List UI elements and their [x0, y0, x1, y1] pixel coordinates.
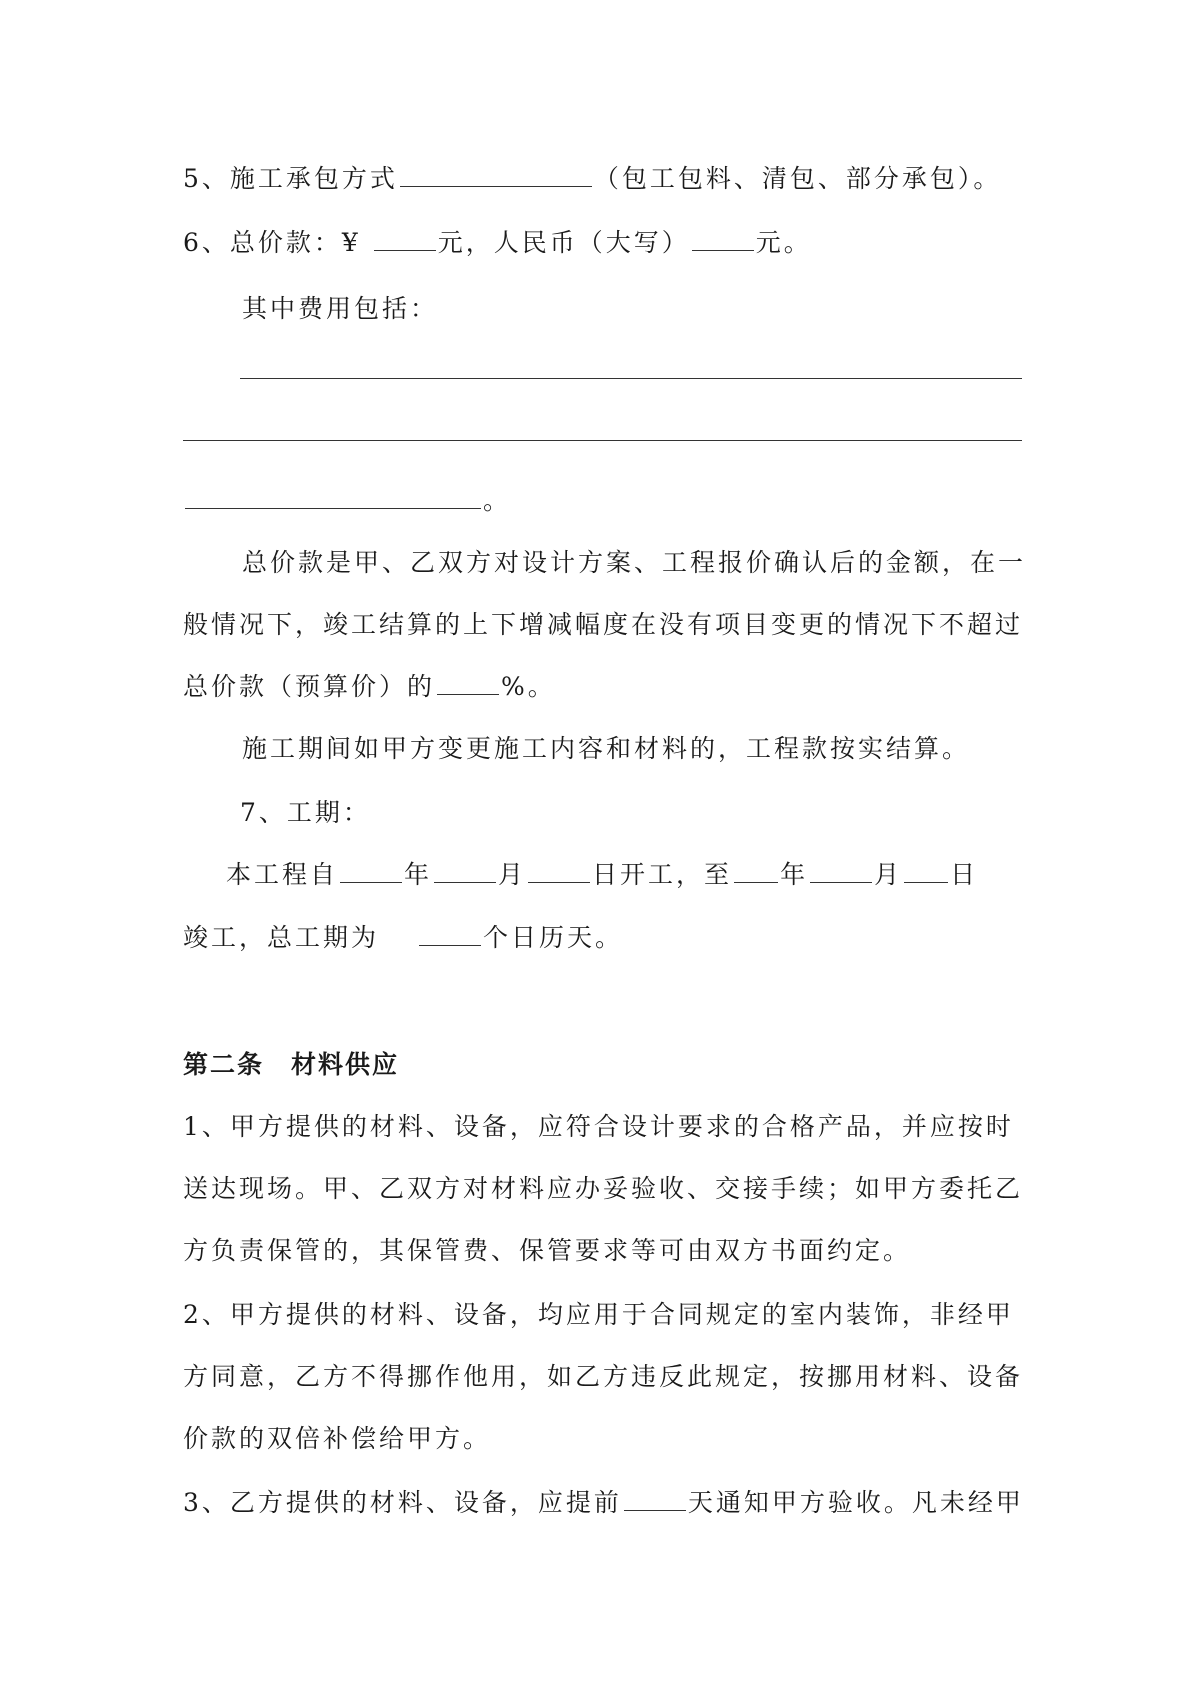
total-amount-uppercase-blank[interactable] [692, 228, 754, 251]
article-2-item-2-line-1: 2、甲方提供的材料、设备，均应用于合同规定的室内装饰，非经甲 [183, 1300, 1014, 1329]
total-days-blank[interactable] [419, 923, 481, 946]
article-2-item-1-line-3: 方负责保管的，其保管费、保管要求等可由双方书面约定。 [183, 1236, 912, 1265]
total-paragraph-line-3b: %。 [501, 672, 556, 701]
article-2-item-3-line-1 [183, 1486, 1024, 1520]
article-2-item-2-line-2: 方同意，乙方不得挪作他用，如乙方违反此规定，按挪用材料、设备 [183, 1362, 1024, 1391]
clause-5 [183, 162, 1001, 196]
period-day2-label: 日 [950, 860, 979, 889]
period-month-label: 月 [498, 860, 527, 889]
start-year-blank[interactable] [340, 860, 402, 883]
period-line-2 [183, 921, 623, 955]
fees-line-3 [183, 484, 511, 518]
notice-days-blank[interactable] [624, 1488, 686, 1511]
clause-6-suffix: 元。 [755, 228, 812, 257]
article-2-item-1-line-2: 送达现场。甲、乙双方对材料应办妥验收、交接手续；如甲方委托乙 [183, 1174, 1024, 1203]
article-2-item-1-line-1: 1、甲方提供的材料、设备，应符合设计要求的合格产品，并应按时 [183, 1112, 1014, 1141]
change-note: 施工期间如甲方变更施工内容和材料的，工程款按实结算。 [242, 734, 971, 763]
period-line-2b: 个日历天。 [483, 923, 624, 952]
clause-6-mid: 元，人民币（大写） [437, 228, 690, 257]
fees-blank-line-2[interactable] [183, 440, 1022, 441]
period-start-prefix: 本工程自 [226, 860, 339, 889]
period-line-1 [226, 858, 978, 892]
article-2-item-3a: 3、乙方提供的材料、设备，应提前 [183, 1488, 622, 1517]
end-year-blank[interactable] [734, 860, 778, 883]
fees-blank-line-3[interactable] [185, 486, 481, 509]
clause-5-suffix: （包工包料、清包、部分承包）。 [593, 164, 1002, 193]
total-paragraph-line-3a: 总价款（预算价）的 [183, 672, 436, 701]
start-month-blank[interactable] [434, 860, 496, 883]
period-month2-label: 月 [874, 860, 903, 889]
period-start-suffix: 日开工，至 [592, 860, 733, 889]
start-day-blank[interactable] [528, 860, 590, 883]
fees-end: 。 [483, 486, 512, 515]
period-line-2a: 竣工，总工期为 [183, 923, 380, 952]
fees-blank-line-1[interactable] [240, 378, 1022, 379]
period-year2-label: 年 [780, 860, 809, 889]
total-paragraph-line-3 [183, 670, 556, 704]
contract-mode-blank[interactable] [400, 164, 592, 187]
article-2-item-3b: 天通知甲方验收。凡未经甲 [687, 1488, 1024, 1517]
total-amount-blank[interactable] [374, 228, 436, 251]
article-2-heading: 第二条 材料供应 [183, 1050, 400, 1079]
fees-label: 其中费用包括： [242, 294, 439, 323]
variance-percent-blank[interactable] [437, 672, 499, 695]
total-paragraph-line-1: 总价款是甲、乙双方对设计方案、工程报价确认后的金额，在一 [242, 548, 1027, 577]
clause-5-prefix: 5、施工承包方式 [183, 164, 398, 193]
period-year-label: 年 [404, 860, 433, 889]
end-day-blank[interactable] [904, 860, 948, 883]
end-month-blank[interactable] [810, 860, 872, 883]
clause-6-prefix: 6、总价款：¥ [183, 228, 361, 257]
clause-7-title: 7、工期： [240, 798, 371, 827]
total-paragraph-line-2: 般情况下，竣工结算的上下增减幅度在没有项目变更的情况下不超过 [183, 610, 1024, 639]
article-2-item-2-line-3: 价款的双倍补偿给甲方。 [183, 1424, 492, 1453]
clause-6 [183, 226, 812, 260]
